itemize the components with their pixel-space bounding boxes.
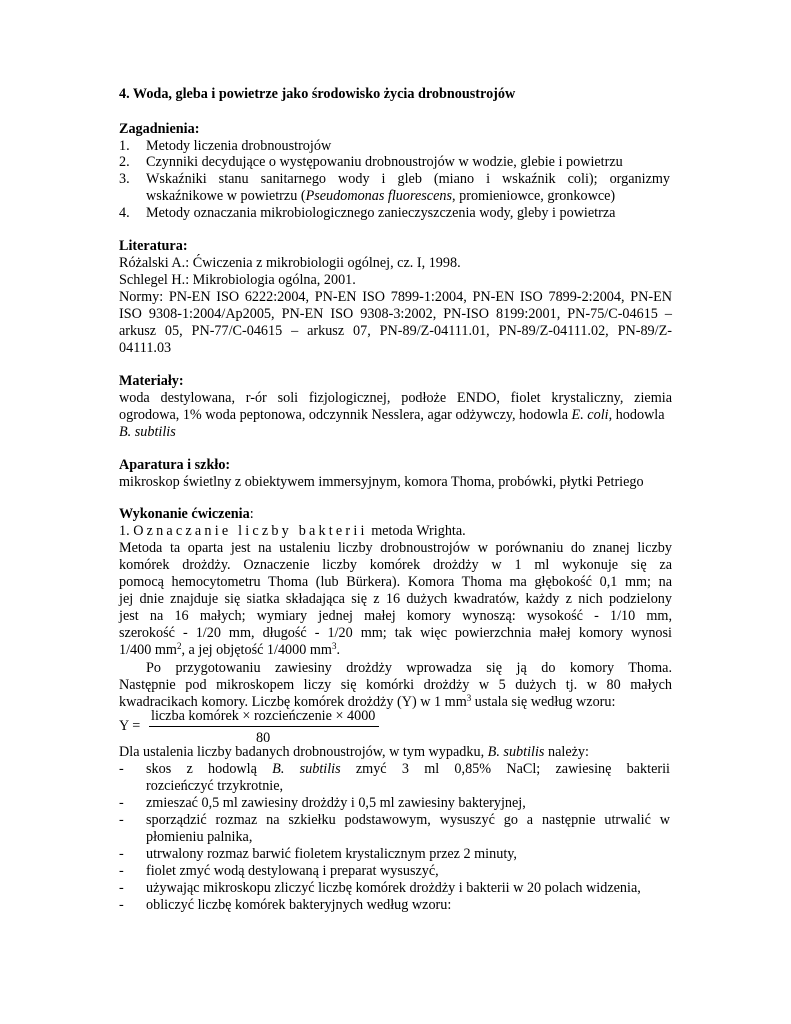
normy-line: Normy: PN-EN ISO 6222:2004, PN-EN ISO 7899-1:2004, PN-EN ISO 7899-2:2004, PN-EN [119,289,672,305]
list-item-continuation: płomieniu palnika, [146,829,253,845]
page-title: 4. Woda, gleba i powietrze jako środowisko życia drobnoustrojów [119,86,516,102]
paragraph-line: Następnie pod mikroskopem liczy się komórki drożdży w 5 dużych tj. w 80 małych [119,677,672,693]
text-run: 1/400 mm [119,642,177,658]
normy-line: ISO 9308-1:2004/Ap2005, PN-EN ISO 9308-3:2002, PN-ISO 8199:2001, PN-75/C-04615 – [119,306,672,322]
bullet-dash: - [119,863,124,879]
zagadnienia-item [119,154,623,171]
list-item-text: fiolet zmyć wodą destylowaną i preparat wysuszyć, [146,863,439,879]
zagadnienia-item [119,171,672,188]
instruction-intro [119,744,589,761]
species-name: E. coli [571,407,609,423]
item-text: wskaźnikowe w powietrzu ( [146,188,306,204]
list-item [119,897,451,914]
text-run: należy: [544,744,589,760]
normy-line: 04111.03 [119,340,172,356]
formula-denominator: 80 [256,730,271,746]
zagadnienia-heading: Zagadnienia: [119,121,200,137]
list-item [119,761,672,778]
species-name: B. subtilis [119,424,176,440]
list-item-text: zmieszać 0,5 ml zawiesiny drożdży i 0,5 ml zawiesiny bakteryjnej, [146,795,526,811]
text-run: zmyć 3 ml 0,85% NaCl; zawiesinę bakterii [340,761,670,777]
literature-entry: Różalski A.: Ćwiczenia z mikrobiologii ogólnej, cz. I, 1998. [119,255,461,271]
list-item [119,880,641,897]
materialy-heading: Materiały: [119,373,184,389]
subsection-spaced-title: Oznaczanie liczby bakterii [133,523,368,539]
subsection-rest: metoda Wrighta. [367,523,466,539]
list-item-text [146,761,670,778]
text-run: ustala się według wzoru: [471,694,616,710]
paragraph-line: jej dnie znajduje się siatka składająca się z 16 dużych kwadratów, każdy z nich podzielony [119,591,672,607]
superscript: 2 [176,641,182,651]
list-item [119,863,439,880]
item-number: 3. [119,171,130,187]
species-name: B. subtilis [487,744,545,760]
list-item-text: sporządzić rozmaz na szkiełku podstawowym, wysuszyć go a następnie utrwalić w [146,812,670,828]
item-text: Metody oznaczania mikrobiologicznego zanieczyszczenia wody, gleby i powietrza [146,205,616,221]
list-item-text: utrwalony rozmaz barwić fioletem krystalicznym przez 2 minuty, [146,846,517,862]
paragraph-line: szerokość - 1/20 mm, długość - 1/20 mm; tak więc powierzchnia małej komory wynosi [119,625,672,641]
wykonanie-heading: Wykonanie ćwiczenia [119,506,250,522]
item-text: Metody liczenia drobnoustrojów [146,138,332,154]
species-name: B. subtilis [272,761,341,777]
materialy-text: ogrodowa, 1% woda peptonowa, odczynnik Nesslera, agar odżywczy, hodowla [119,407,572,423]
aparatura-heading: Aparatura i szkło: [119,457,231,473]
bullet-dash: - [119,761,124,777]
materialy-line [119,407,665,424]
text-run: kwadracikach komory. Liczbę komórek drożdży (Y) w 1 mm [119,694,467,710]
list-item-text: obliczyć liczbę komórek bakteryjnych według wzoru: [146,897,452,913]
item-text: Czynniki decydujące o występowaniu drobnoustrojów w wodzie, glebie i powietrzu [146,154,623,170]
species-name: Pseudomonas fluorescens [305,188,453,204]
materialy-line: woda destylowana, r-ór soli fizjologicznej, podłoże ENDO, fiolet krystaliczny, ziemia [119,390,672,406]
list-item [119,812,672,829]
superscript: 3 [331,641,337,651]
bullet-dash: - [119,846,124,862]
materialy-text: , hodowla [608,407,665,423]
item-number: 1. [119,138,130,154]
item-text: , promieniowce, gronkowce) [452,188,616,204]
bullet-dash: - [119,812,124,828]
zagadnienia-item-continuation [146,188,615,205]
paragraph-line: pomocą hemocytometru Thoma (lub Bürkera). Komora Thoma ma głębokość 0,1 mm; na [119,574,672,590]
bullet-dash: - [119,795,124,811]
list-item-text: używając mikroskopu zliczyć liczbę komórek drożdży i bakterii w 20 polach widzenia, [146,880,641,896]
zagadnienia-item [119,138,331,155]
text-run: skos z hodowlą [146,761,273,777]
subsection-number: 1. [119,523,130,539]
subsection-title [119,523,466,540]
aparatura-line: mikroskop świetlny z obiektywem immersyjnym, komora Thoma, probówki, płytki Petriego [119,474,644,490]
paragraph-line: komórek drożdży. Oznaczenie liczby komórek drożdży w 1 ml wykonuje się za [119,557,672,573]
literatura-heading: Literatura: [119,238,188,254]
list-item-continuation: rozcieńczyć trzykrotnie, [146,778,284,794]
heading-colon: : [249,506,254,522]
text-run: , a jej objętość 1/4000 mm [181,642,332,658]
paragraph-line [119,642,340,659]
text-run: . [336,642,341,658]
item-text: Wskaźniki stanu sanitarnego wody i gleb (miano i wskaźnik coli); organizmy [146,171,670,187]
bullet-dash: - [119,880,124,896]
item-number: 2. [119,154,130,170]
superscript: 3 [466,693,472,703]
paragraph-line: Metoda ta oparta jest na ustaleniu liczby drobnoustrojów w porównaniu do znanej liczby [119,540,672,556]
list-item [119,795,526,812]
literature-entry: Schlegel H.: Mikrobiologia ogólna, 2001. [119,272,356,288]
formula-lhs: Y = [119,718,141,734]
paragraph-line: Po przygotowaniu zawiesiny drożdży wprowadza się ją do komory Thoma. [146,660,672,676]
wykonanie-heading-line [119,506,254,523]
normy-line: arkusz 05, PN-77/C-04615 – arkusz 07, PN-89/Z-04111.01, PN-89/Z-04111.02, PN-89/Z- [119,323,672,339]
text-run: Dla ustalenia liczby badanych drobnoustrojów, w tym wypadku, [119,744,488,760]
formula-numerator: liczba komórek × rozcieńczenie × 4000 [151,708,376,724]
item-number: 4. [119,205,130,221]
zagadnienia-item [119,205,615,222]
fraction-bar [149,726,379,727]
list-item [119,846,517,863]
paragraph-line: jest na 16 małych; wymiary jednej małej komory wynoszą: wysokość - 1/10 mm, [119,608,672,624]
bullet-dash: - [119,897,124,913]
